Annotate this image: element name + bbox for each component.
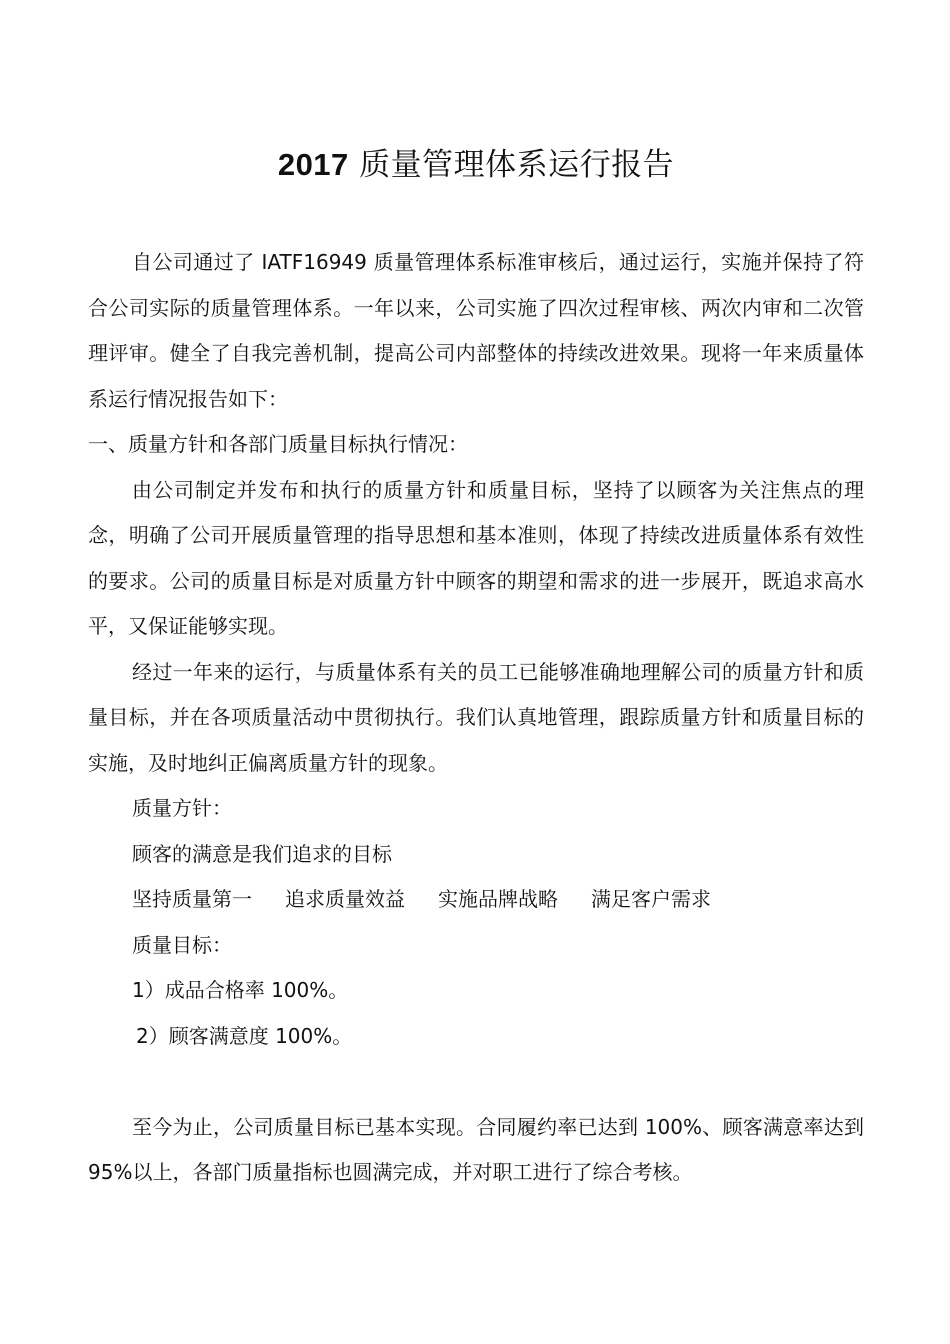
operation-paragraph: 经过一年来的运行，与质量体系有关的员工已能够准确地理解公司的质量方针和质量目标，并在各项质量活动中贯彻执行。我们认真地管理，跟踪质量方针和质量目标的实施，及时地纠正偏离质量方针的现象。 bbox=[88, 659, 864, 775]
policy-paragraph: 由公司制定并发布和执行的质量方针和质量目标，坚持了以顾客为关注焦点的理念，明确了公司开展质量管理的指导思想和基本准则，体现了持续改进质量体系有效性的要求。公司的质量目标是对质量方针中顾客的期望和需求的进一步展开，既追求高水平，又保证能够实现。 bbox=[88, 477, 864, 638]
policy-statement: 顾客的满意是我们追求的目标 bbox=[132, 841, 392, 866]
document-body bbox=[88, 240, 864, 1196]
policy-label: 质量方针： bbox=[132, 796, 232, 820]
section-1-heading: 一、质量方针和各部门质量目标执行情况： bbox=[88, 432, 468, 456]
objectives-label: 质量目标： bbox=[132, 932, 232, 957]
slogan-item: 实施品牌战略 bbox=[438, 887, 558, 911]
intro-paragraph: 自公司通过了 IATF16949 质量管理体系标准审核后，通过运行，实施并保持了符合公司实际的质量管理体系。一年以来，公司实施了四次过程审核、两次内审和二次管理评审。健全了自我完善机制，提高公司内部整体的持续改进效果。现将一年来质量体系运行情况报告如下： bbox=[88, 250, 864, 411]
policy-slogans bbox=[88, 877, 864, 923]
slogan-item: 坚持质量第一 bbox=[132, 887, 252, 911]
title-text: 质量管理体系运行报告 bbox=[359, 147, 675, 183]
slogan-item: 追求质量效益 bbox=[285, 887, 405, 911]
title-year: 2017 bbox=[277, 147, 349, 182]
blank-line bbox=[88, 1059, 864, 1105]
document-title bbox=[88, 140, 864, 190]
slogan-item: 满足客户需求 bbox=[591, 887, 711, 911]
conclusion-paragraph: 至今为止，公司质量目标已基本实现。合同履约率已达到 100%、顾客满意率达到 95%以上，各部门质量指标也圆满完成，并对职工进行了综合考核。 bbox=[88, 1114, 864, 1184]
objective-item: 2）顾客满意度 100%。 bbox=[136, 1023, 353, 1048]
objective-item: 1）成品合格率 100%。 bbox=[132, 978, 349, 1002]
